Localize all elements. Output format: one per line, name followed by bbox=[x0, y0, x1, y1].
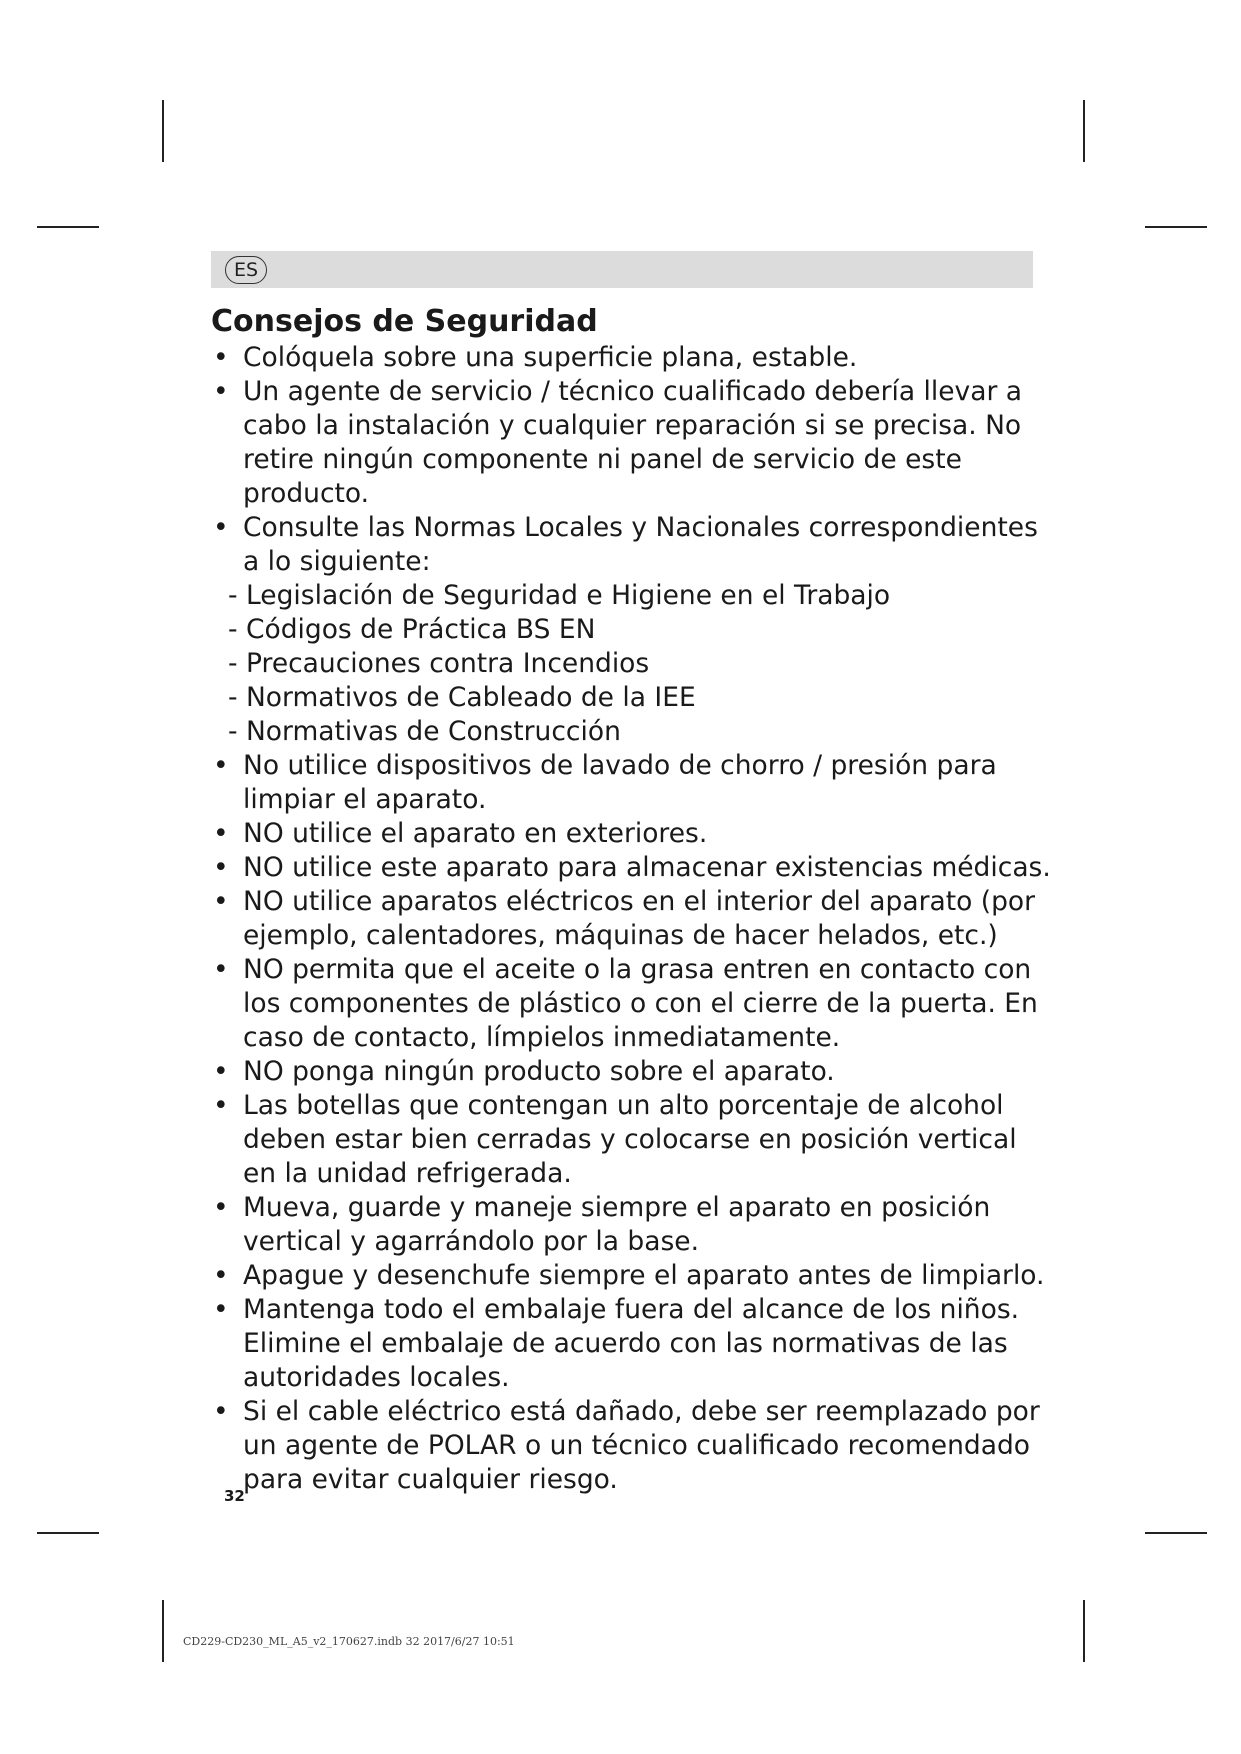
language-badge: ES bbox=[225, 256, 267, 284]
list-item: • NO utilice aparatos eléctricos en el interior del aparato (por ejemplo, calentadores, máquinas de hacer helados, etc.) bbox=[211, 885, 1051, 953]
list-item: • No utilice dispositivos de lavado de chorro / presión para limpiar el aparato. bbox=[211, 749, 1051, 817]
list-item: • Mueva, guarde y maneje siempre el aparato en posición vertical y agarrándolo por la base. bbox=[211, 1191, 1051, 1259]
list-item: • Si el cable eléctrico está dañado, debe ser reemplazado por un agente de POLAR o un técnico cualificado recomendado para evitar cualquier riesgo. bbox=[211, 1395, 1051, 1497]
list-item: • Colóquela sobre una superficie plana, estable. bbox=[211, 341, 1051, 375]
sub-list-item: - Normativos de Cableado de la IEE bbox=[228, 682, 696, 713]
crop-mark bbox=[37, 226, 99, 228]
list-item: • NO permita que el aceite o la grasa entren en contacto con los componentes de plástico o con el cierre de la puerta. En caso de contacto, límpielos inmediatamente. bbox=[211, 953, 1051, 1055]
list-item: • Las botellas que contengan un alto porcentaje de alcohol deben estar bien cerradas y colocarse en posición vertical en la unidad refrigerada. bbox=[211, 1089, 1051, 1191]
list-item-text: Consulte las Normas Locales y Nacionales correspondientes a lo siguiente: bbox=[243, 512, 1038, 577]
language-bar bbox=[211, 251, 1033, 288]
crop-mark bbox=[1083, 100, 1085, 162]
crop-mark bbox=[162, 100, 164, 162]
list-item: • NO utilice este aparato para almacenar existencias médicas. bbox=[211, 851, 1051, 885]
crop-mark bbox=[1083, 1600, 1085, 1662]
sub-list-item: - Legislación de Seguridad e Higiene en el Trabajo bbox=[228, 580, 891, 611]
sub-list-item: - Normativas de Construcción bbox=[228, 716, 621, 747]
crop-mark bbox=[1145, 226, 1207, 228]
list-item: • Un agente de servicio / técnico cualificado debería llevar a cabo la instalación y cualquier reparación si se precisa. No retire ningún componente ni panel de servicio de este producto. bbox=[211, 375, 1051, 511]
list-item: • Apague y desenchufe siempre el aparato antes de limpiarlo. bbox=[211, 1259, 1051, 1293]
page-number: 32 bbox=[224, 1487, 245, 1505]
list-item: • NO ponga ningún producto sobre el aparato. bbox=[211, 1055, 1051, 1089]
page-title: Consejos de Seguridad bbox=[211, 304, 598, 339]
regulations-sublist bbox=[211, 579, 1051, 749]
list-item: • NO utilice el aparato en exteriores. bbox=[211, 817, 1051, 851]
sub-list-item: - Códigos de Práctica BS EN bbox=[228, 614, 596, 645]
print-slug: CD229-CD230_ML_A5_v2_170627.indb 32 2017/6/27 10:51 bbox=[183, 1635, 515, 1648]
safety-advice-list bbox=[211, 341, 1051, 1497]
crop-mark bbox=[37, 1532, 99, 1534]
crop-mark bbox=[1145, 1532, 1207, 1534]
crop-mark bbox=[162, 1600, 164, 1662]
list-item: • Mantenga todo el embalaje fuera del alcance de los niños. Elimine el embalaje de acuerdo con las normativas de las autoridades locales. bbox=[211, 1293, 1051, 1395]
sub-list-item: - Precauciones contra Incendios bbox=[228, 648, 650, 679]
list-item bbox=[211, 511, 1051, 579]
